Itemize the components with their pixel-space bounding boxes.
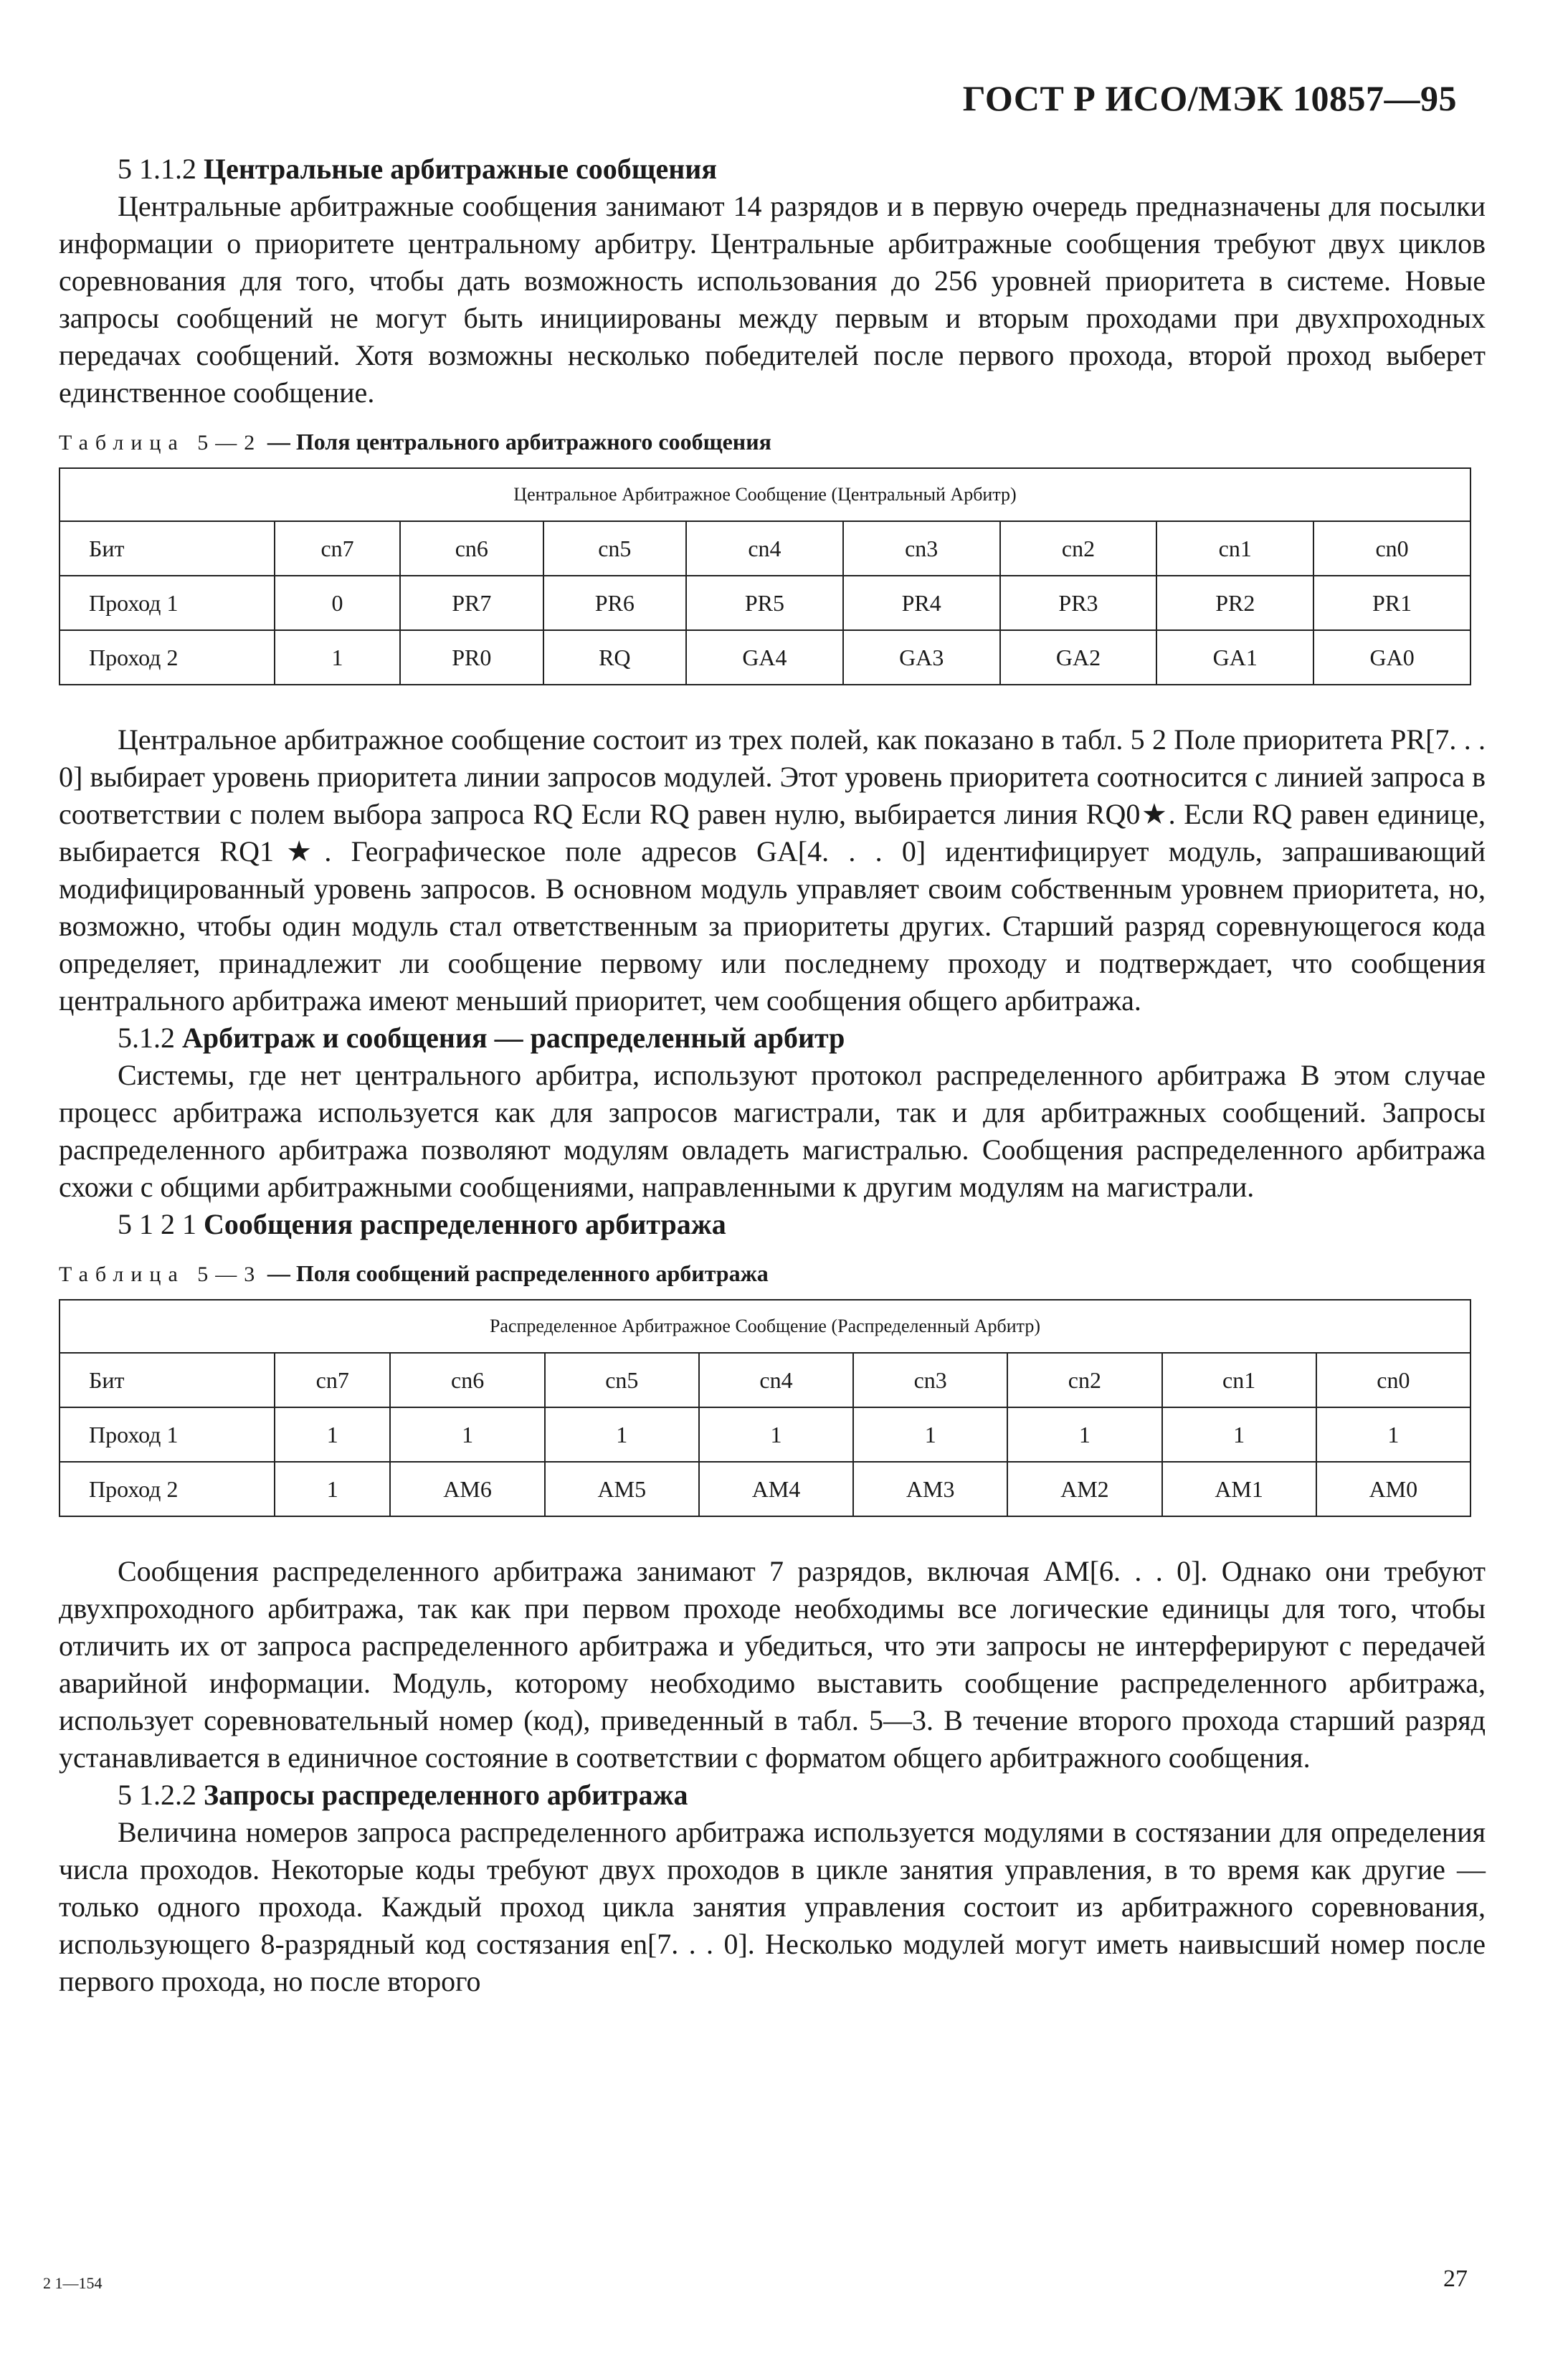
- table-header: Распределенное Арбитражное Сообщение (Распределенный Арбитр): [60, 1300, 1470, 1353]
- table-cell: cn2: [1007, 1353, 1161, 1407]
- table-cell: 1: [853, 1407, 1007, 1462]
- table-cell: AM4: [699, 1462, 853, 1516]
- table-cell: Проход 1: [60, 1407, 275, 1462]
- section-heading-5-1-2: [59, 1019, 1486, 1057]
- table-cell: cn3: [853, 1353, 1007, 1407]
- table-cell: PR4: [843, 576, 1000, 630]
- table-label: Таблица 5—2: [59, 431, 262, 455]
- paragraph-distributed-messages: Сообщения распределенного арбитража занимают 7 разрядов, включая AM[6. . . 0]. Однако они требуют двухпроходного арбитража, так как при первом проходе необходимы все логические единицы для того, чтобы отличить их от запроса распределенного арбитража и убедиться, что эти запросы не интерферируют с передачей аварийной информации. Модуль, которому необходимо выставить сообщение распределенного арбитража, использует соревновательный номер (код), приведенный в табл. 5—3. В течение второго прохода старший разряд устанавливается в единичное состояние в соответствии с форматом общего арбитражного сообщения.: [59, 1555, 1486, 1774]
- table-5-2-caption: [59, 427, 1486, 457]
- table-cell: RQ: [543, 630, 686, 685]
- table-5-2: [59, 467, 1471, 685]
- section-title: Запросы распределенного арбитража: [204, 1779, 688, 1811]
- table-cell: GA1: [1156, 630, 1313, 685]
- table-cell: AM6: [390, 1462, 544, 1516]
- section-number: 5.1.2: [118, 1022, 175, 1054]
- table-cell: Проход 2: [60, 630, 275, 685]
- section-title: Сообщения распределенного арбитража: [204, 1208, 726, 1240]
- table-cell: cn5: [545, 1353, 699, 1407]
- table-5-3-caption: [59, 1259, 1486, 1289]
- table-cell: PR0: [400, 630, 543, 685]
- table-header: Центральное Арбитражное Сообщение (Центральный Арбитр): [60, 468, 1470, 521]
- table-cell: cn6: [390, 1353, 544, 1407]
- table-cell: AM2: [1007, 1462, 1161, 1516]
- table-5-3: [59, 1299, 1471, 1517]
- table-row: [60, 1407, 1470, 1462]
- table-cell: AM3: [853, 1462, 1007, 1516]
- table-cell: Бит: [60, 521, 275, 576]
- table-cell: cn6: [400, 521, 543, 576]
- table-cell: cn4: [699, 1353, 853, 1407]
- table-cell: PR7: [400, 576, 543, 630]
- section-heading-5-1-1-2: [59, 151, 1486, 188]
- table-cell: 1: [390, 1407, 544, 1462]
- table-cell: cn7: [275, 1353, 390, 1407]
- table-cell: 1: [275, 630, 400, 685]
- table-row: [60, 1462, 1470, 1516]
- table-cell: AM0: [1316, 1462, 1470, 1516]
- paragraph-distributed-requests: Величина номеров запроса распределенного арбитража используется модулями в состязании для определения числа проходов. Некоторые коды требуют двух проходов в цикле занятия управления, в то время как другие — только одного прохода. Каждый проход цикла занятия управления состоит из арбитражного соревнования, использующего 8-разрядный код состязания en[7. . . 0]. Несколько модулей могут иметь наивысший номер после первого прохода, но после второго: [59, 1816, 1486, 1997]
- table-cell: GA0: [1313, 630, 1470, 685]
- table-cell: PR6: [543, 576, 686, 630]
- print-code: 2 1—154: [43, 2274, 103, 2292]
- table-cell: PR1: [1313, 576, 1470, 630]
- table-cell: Проход 1: [60, 576, 275, 630]
- table-cell: cn1: [1156, 521, 1313, 576]
- table-cell: GA4: [686, 630, 843, 685]
- table-cell: Бит: [60, 1353, 275, 1407]
- page-body: [59, 151, 1486, 2000]
- table-cell: PR2: [1156, 576, 1313, 630]
- table-cell: cn0: [1313, 521, 1470, 576]
- section-heading-5-1-2-1: [59, 1206, 1486, 1243]
- table-row: [60, 521, 1470, 576]
- table-cell: 1: [275, 1407, 390, 1462]
- table-cell: cn1: [1162, 1353, 1316, 1407]
- table-cell: GA2: [1000, 630, 1157, 685]
- section-heading-5-1-2-2: [59, 1777, 1486, 1814]
- table-cell: 1: [275, 1462, 390, 1516]
- table-cell: AM5: [545, 1462, 699, 1516]
- section-number: 5 1.2.2: [118, 1779, 196, 1811]
- table-cell: 0: [275, 576, 400, 630]
- paragraph-central-fields: Центральное арбитражное сообщение состоит из трех полей, как показано в табл. 5 2 Поле приоритета PR[7. . . 0] выбирает уровень приоритета линии запросов модулей. Этот уровень приоритета соотносится с линией запроса в соответствии с полем выбора запроса RQ Если RQ равен нулю, выбирается линия RQ0★. Если RQ равен единице, выбирается RQ1★. Географическое поле адресов GA[4. . . 0] идентифицирует модуль, запрашивающий модифицированный уровень запросов. В основном модуль управляет своим собственным уровнем приоритета, но, возможно, чтобы один модуль стал ответственным за приоритеты других. Старший разряд соревнующегося кода определяет, принадлежит ли сообщение первому или последнему проходу и подтверждает, что сообщения центрального арбитража имеют меньший приоритет, чем сообщения общего арбитража.: [59, 723, 1486, 1017]
- table-cell: cn4: [686, 521, 843, 576]
- table-title: — Поля сообщений распределенного арбитража: [267, 1260, 769, 1286]
- table-cell: 1: [545, 1407, 699, 1462]
- table-row: [60, 1353, 1470, 1407]
- section-title: Арбитраж и сообщения — распределенный арбитр: [182, 1022, 845, 1054]
- table-cell: cn2: [1000, 521, 1157, 576]
- table-cell: 1: [1162, 1407, 1316, 1462]
- table-cell: GA3: [843, 630, 1000, 685]
- section-number: 5 1 2 1: [118, 1208, 196, 1240]
- table-cell: 1: [699, 1407, 853, 1462]
- table-cell: cn5: [543, 521, 686, 576]
- table-row: [60, 576, 1470, 630]
- table-cell: PR5: [686, 576, 843, 630]
- section-title: Центральные арбитражные сообщения: [204, 153, 717, 185]
- table-title: — Поля центрального арбитражного сообщения: [267, 429, 771, 455]
- document-id: ГОСТ Р ИСО/МЭК 10857—95: [962, 78, 1457, 118]
- table-cell: cn0: [1316, 1353, 1470, 1407]
- paragraph-central-messages: Центральные арбитражные сообщения занимают 14 разрядов и в первую очередь предназначены для посылки информации о приоритете центральному арбитру. Центральные арбитражные сообщения требуют двух циклов соревнования для того, чтобы дать возможность использования до 256 уровней приоритета в системе. Новые запросы сообщений не могут быть инициированы между первым и вторым проходами при двухпроходных передачах сообщений. Хотя возможны несколько победителей после первого прохода, второй проход выберет единственное сообщение.: [59, 190, 1486, 409]
- table-cell: 1: [1007, 1407, 1161, 1462]
- table-cell: cn3: [843, 521, 1000, 576]
- table-row: [60, 630, 1470, 685]
- table-cell: AM1: [1162, 1462, 1316, 1516]
- section-number: 5 1.1.2: [118, 153, 196, 185]
- table-cell: Проход 2: [60, 1462, 275, 1516]
- table-label: Таблица 5—3: [59, 1263, 262, 1286]
- paragraph-distributed-arbiter: Системы, где нет центрального арбитра, используют протокол распределенного арбитража В этом случае процесс арбитража используется как для запросов магистрали, так и для арбитражных сообщений. Запросы распределенного арбитража позволяют модулям овладеть магистралью. Сообщения распределенного арбитража схожи с общими арбитражными сообщениями, направленными к другим модулям на магистрали.: [59, 1059, 1486, 1203]
- table-cell: 1: [1316, 1407, 1470, 1462]
- page-number: 27: [1443, 2265, 1468, 2292]
- table-cell: PR3: [1000, 576, 1157, 630]
- table-cell: cn7: [275, 521, 400, 576]
